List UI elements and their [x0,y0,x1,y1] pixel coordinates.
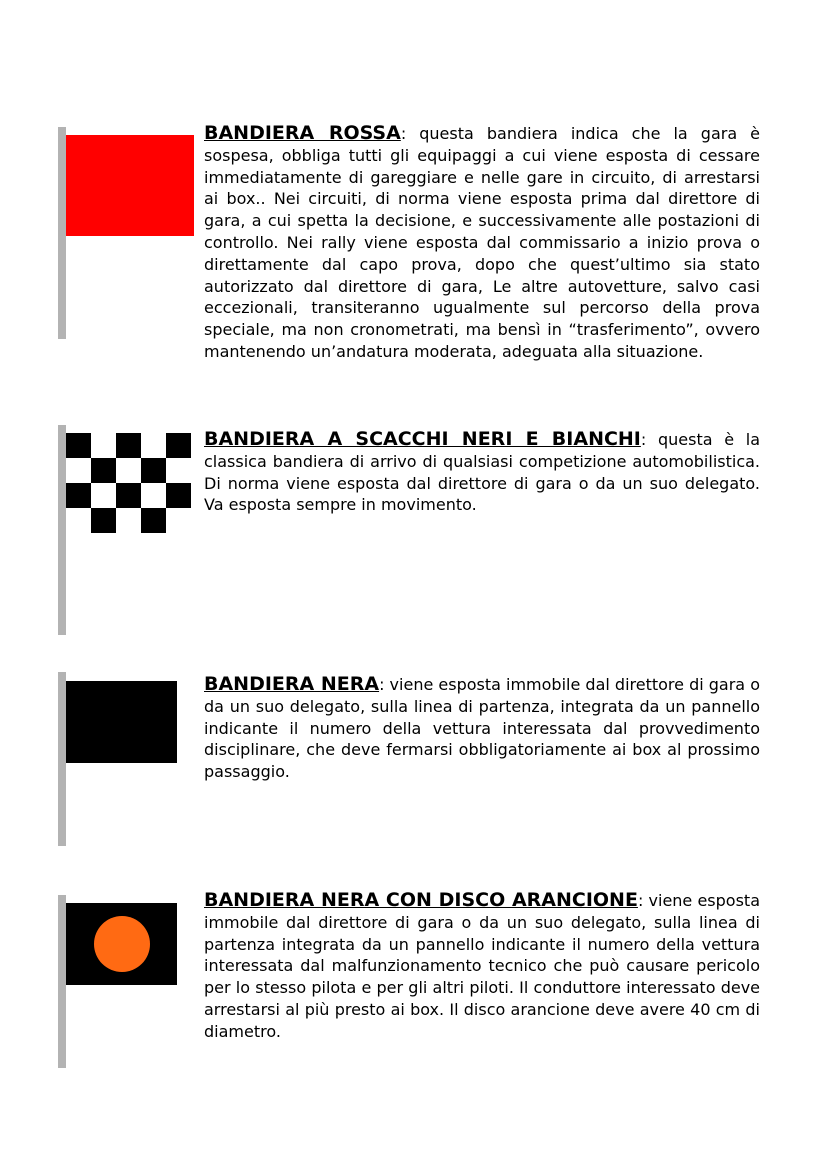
flag-description [204,674,760,783]
flag-description [204,890,760,1043]
flag-description [204,123,760,363]
flag-body: viene esposta immobile dal direttore di gara o da un suo delegato, sulla linea di partenza integrata da un pannello indicante il numero della vettura interessata dal malfunzionamento tecnico che può causare pericolo per lo stesso pilota e per gli altri piloti. Il conduttore interessato deve arrestarsi al più presto ai box. Il disco arancione deve avere 40 cm di diametro. [204,891,761,1041]
flag-description [204,429,760,516]
flag-title: BANDIERA NERA CON DISCO ARANCIONE [204,889,638,911]
flag-title: BANDIERA NERA [204,673,380,695]
flag-pole [58,425,66,635]
black-flag-orange-disc-cloth [66,903,177,985]
orange-disc-icon [94,916,150,972]
title-colon: : [637,891,644,910]
checkered-flag-cloth [66,433,191,533]
flag-pole [58,895,66,1068]
title-colon: : [640,430,647,449]
flag-body: questa è la classica bandiera di arrivo di qualsiasi competizione automobilistica. Di norma viene esposta dal direttore di gara o da un suo delegato. Va esposta sempre in movimento. [204,430,761,515]
flag-body: questa bandiera indica che la gara è sospesa, obbliga tutti gli equipaggi a cui viene esposta di cessare immediatamente di gareggiare e nelle gare in circuito, di arrestarsi ai box.. Nei circuiti, di norma viene esposta prima dal direttore di gara, a cui spetta la decisione, e successivamente alle postazioni di controllo. Nei rally viene esposta dal commissario a inizio prova o direttamente dal capo prova, dopo che quest’ultimo sia stato autorizzato dal direttore di gara, Le altre autovetture, salvo casi eccezionali, transiteranno ugualmente sul percorso della prova speciale, ma non cronometrati, ma bensì in “trasferimento”, ovvero mantenendo un’andatura moderata, adeguata alla situazione. [204,124,761,361]
flag-title: BANDIERA A SCACCHI NERI E BIANCHI [204,428,641,450]
title-colon: : [379,675,385,694]
black-flag-icon [58,672,178,846]
red-flag-cloth [66,135,194,236]
title-colon: : [400,124,407,143]
red-flag-icon [58,127,194,339]
flag-body: viene esposta immobile dal direttore di gara o da un suo delegato, sulla linea di partenza, integrata da un pannello indicante il numero della vettura interessata dal provvedimento disciplinare, che deve fermarsi obbligatoriamente ai box al prossimo passaggio. [204,675,760,782]
flag-title: BANDIERA ROSSA [204,122,401,144]
checkered-flag-icon [58,425,194,635]
black-flag-orange-disc-icon [58,895,178,1068]
flag-pole [58,672,66,846]
flag-pole [58,127,66,339]
black-flag-cloth [66,681,177,763]
